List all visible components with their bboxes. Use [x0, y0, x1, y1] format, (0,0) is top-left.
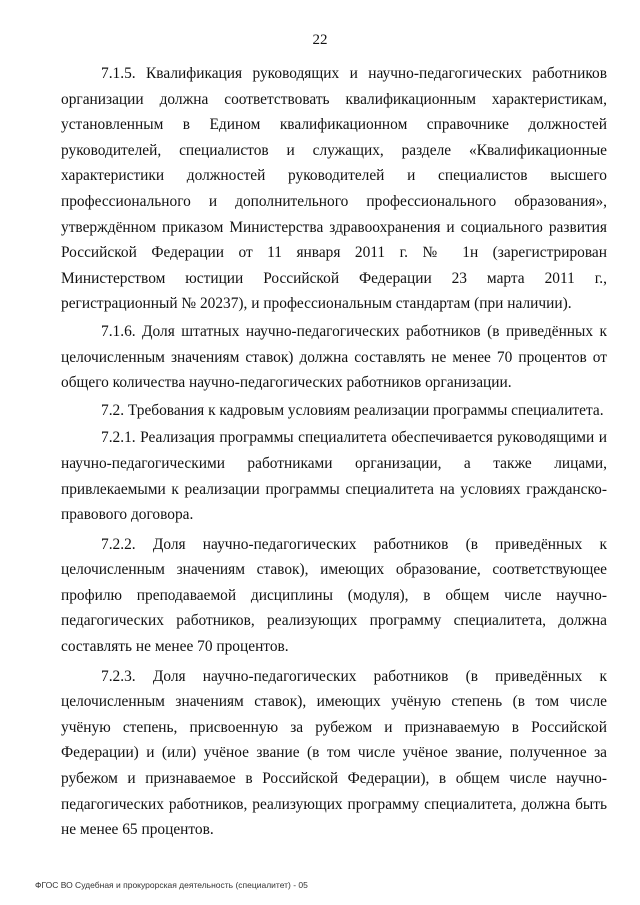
paragraph-7-1-5: 7.1.5. Квалификация руководящих и научно-педагогических работников организации должна соответствовать квалификационным характеристикам, установленным в Едином квалификационном справочнике должностей руководителей, специалистов и служащих, разделе «Квалификационные характеристики должностей руководителей и специалистов высшего профессионального и дополнительного профессионального образования», утверждённом приказом Министерства здравоохранения и социального развития Российской Федерации от 11 января 2011 г. № 1н (зарегистрирован Министерством юстиции Российской Федерации 23 марта 2011 г., регистрационный № 20237), и профессиональным стандартам (при наличии).	[61, 65, 607, 313]
paragraph-7-2-2: 7.2.2. Доля научно-педагогических работников (в приведённых к целочисленным значениям ставок), имеющих образование, соответствующее профилю преподаваемой дисциплины (модуля), в общем числе научно-педагогических работников, реализующих программу специалитета, должна составлять не менее 70 процентов.	[61, 535, 607, 656]
page-footer: ФГОС ВО Судебная и прокурорская деятельность (специалитет) - 05	[35, 880, 308, 890]
paragraph-7-1-6: 7.1.6. Доля штатных научно-педагогических работников (в приведённых к целочисленным значениям ставок) должна составлять не менее 70 процентов от общего количества научно-педагогических работников организации.	[61, 322, 607, 392]
paragraph-7-2-1: 7.2.1. Реализация программы специалитета обеспечивается руководящими и научно-педагогическими работниками организации, а также лицами, привлекаемыми к реализации программы специалитета на условиях гражданско-правового договора.	[61, 429, 607, 524]
paragraph-7-2: 7.2. Требования к кадровым условиям реализации программы специалитета.	[101, 401, 604, 419]
document-body	[61, 61, 607, 843]
page-number: 22	[312, 32, 328, 48]
paragraph-7-2-3: 7.2.3. Доля научно-педагогических работников (в приведённых к целочисленным значениям ставок), имеющих учёную степень (в том числе учёную степень, присвоенную за рубежом и признаваемую в Российской Федерации) и (или) учёное звание (в том числе учёное звание, полученное за рубежом и признаваемое в Российской Федерации), в общем числе научно-педагогических работников, реализующих программу специалитета, должна быть не менее 65 процентов.	[61, 667, 607, 839]
